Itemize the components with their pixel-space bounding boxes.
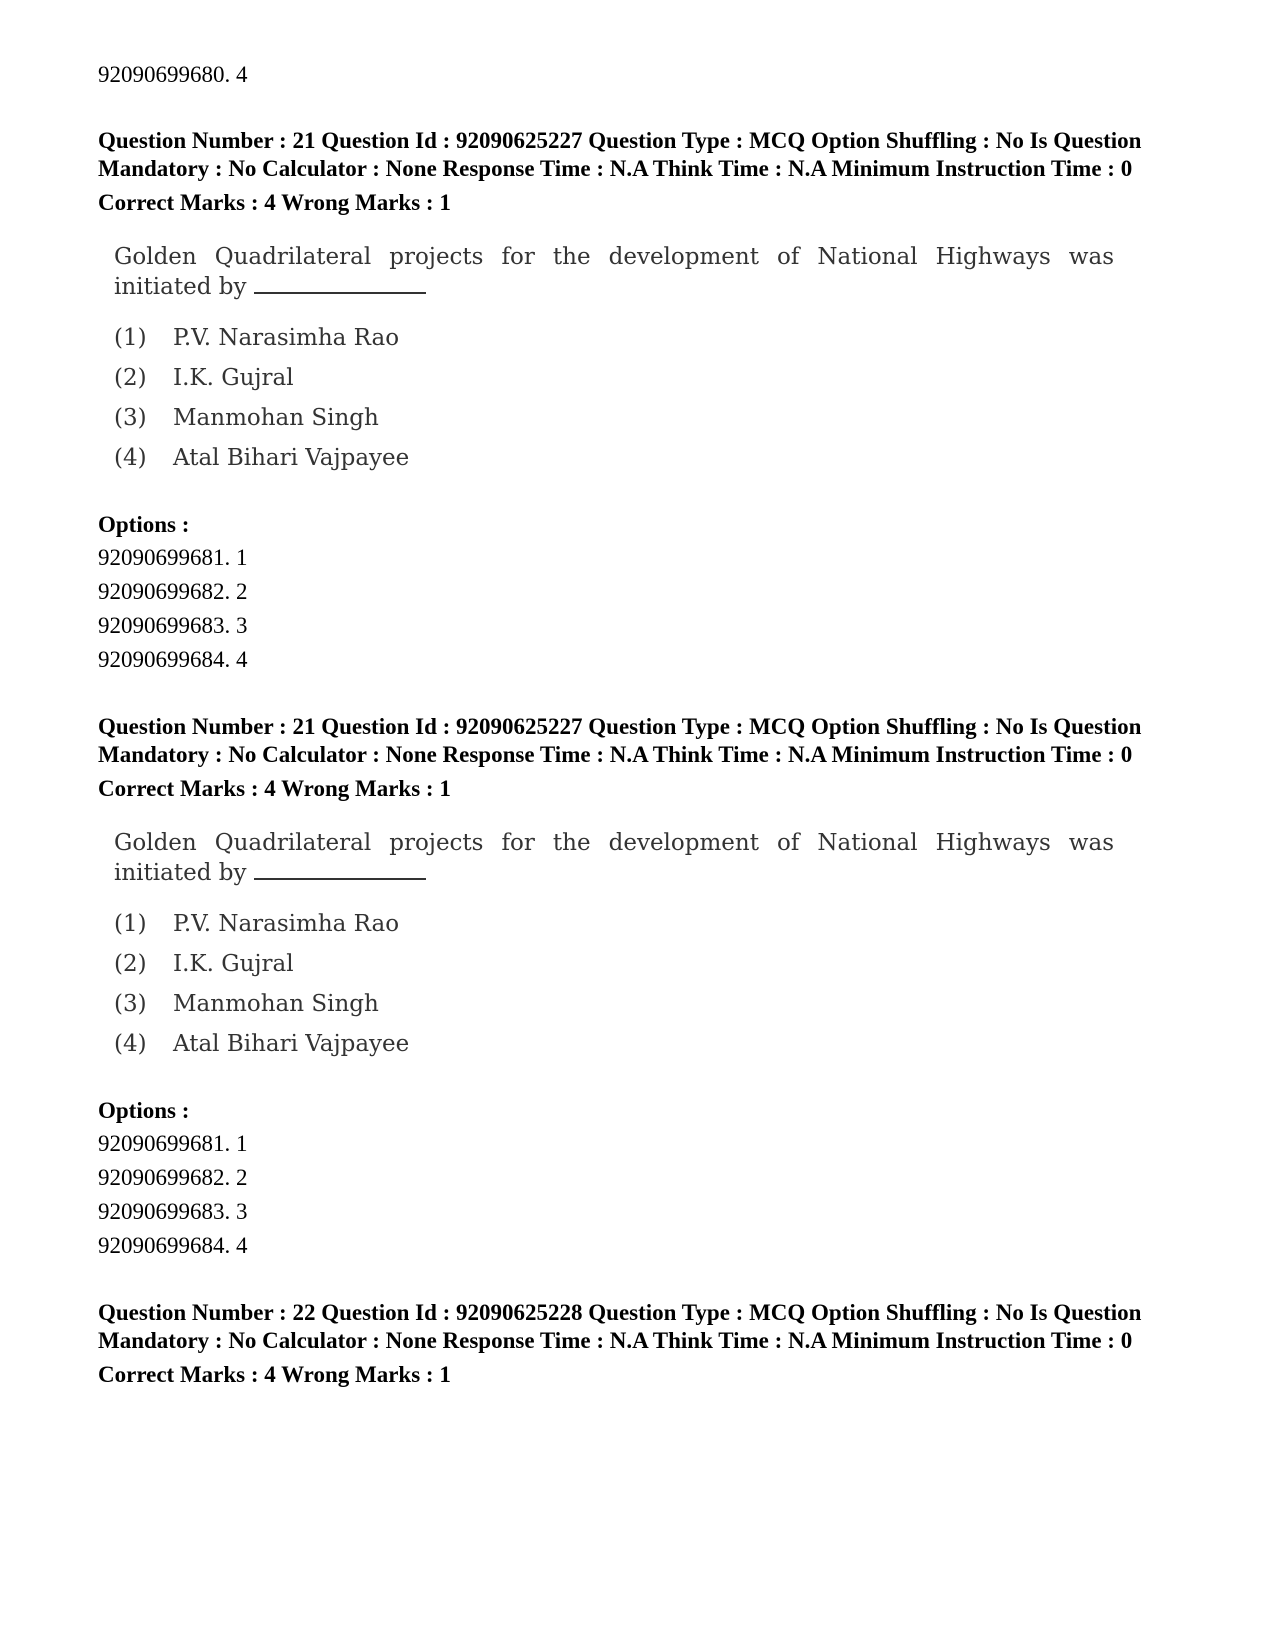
choice-item: [114, 358, 1114, 398]
question-text-image: [114, 828, 1114, 1064]
option-id-item: 92090699681. 1: [98, 545, 248, 570]
option-id-list: [98, 1127, 1158, 1263]
choice-text: P.V. Narasimha Rao: [173, 325, 400, 351]
choice-list: [114, 904, 1114, 1064]
question-stem: [114, 828, 1114, 888]
question-stem-line-2: initiated by: [114, 860, 247, 886]
choice-item: [114, 438, 1114, 478]
option-id-item: 92090699682. 2: [98, 1165, 248, 1190]
choice-text: Manmohan Singh: [173, 405, 379, 431]
question-stem-line-2: initiated by: [114, 274, 247, 300]
question-text-image: [114, 242, 1114, 478]
option-id-item: 92090699681. 1: [98, 1131, 248, 1156]
question-meta: Question Number : 22 Question Id : 92090625228 Question Type : MCQ Option Shuffling : No Is Question Mandatory : No Calculator : None Response Time : N.A Think Time : N.A Minimum Instruction Time : 0: [98, 1300, 1142, 1353]
option-id-item: 92090699683. 3: [98, 1199, 248, 1224]
choice-item: [114, 944, 1114, 984]
options-heading: Options :: [98, 1098, 190, 1123]
choice-number: (4): [114, 445, 147, 471]
question-marks: Correct Marks : 4 Wrong Marks : 1: [98, 190, 451, 215]
question-stem-line-1: Golden Quadrilateral projects for the development of National Highways was: [114, 244, 1114, 270]
choice-item: [114, 318, 1114, 358]
options-heading: Options :: [98, 512, 190, 537]
choice-number: (2): [114, 365, 147, 391]
option-id-item: 92090699682. 2: [98, 579, 248, 604]
choice-text: Atal Bihari Vajpayee: [173, 1031, 410, 1057]
choice-number: (1): [114, 911, 147, 937]
choice-item: [114, 984, 1114, 1024]
choice-text: I.K. Gujral: [173, 365, 294, 391]
choice-number: (4): [114, 1031, 147, 1057]
choice-text: Manmohan Singh: [173, 991, 379, 1017]
document-page: [98, 58, 1158, 1389]
option-id-item: 92090699684. 4: [98, 647, 248, 672]
choice-text: Atal Bihari Vajpayee: [173, 445, 410, 471]
question-marks: Correct Marks : 4 Wrong Marks : 1: [98, 776, 451, 801]
choice-number: (3): [114, 991, 147, 1017]
question-marks: Correct Marks : 4 Wrong Marks : 1: [98, 1362, 451, 1387]
answer-blank: [254, 858, 426, 880]
option-id-list: [98, 541, 1158, 677]
choice-list: [114, 318, 1114, 478]
question-meta: Question Number : 21 Question Id : 92090625227 Question Type : MCQ Option Shuffling : No Is Question Mandatory : No Calculator : None Response Time : N.A Think Time : N.A Minimum Instruction Time : 0: [98, 714, 1142, 767]
choice-number: (3): [114, 405, 147, 431]
question-block: [98, 713, 1158, 1263]
choice-item: [114, 1024, 1114, 1064]
choice-item: [114, 904, 1114, 944]
leading-option-line: 92090699680. 4: [98, 62, 248, 87]
answer-blank: [254, 272, 426, 294]
option-id-item: 92090699684. 4: [98, 1233, 248, 1258]
question-stem-line-1: Golden Quadrilateral projects for the development of National Highways was: [114, 830, 1114, 856]
choice-text: P.V. Narasimha Rao: [173, 911, 400, 937]
choice-number: (2): [114, 951, 147, 977]
question-stem: [114, 242, 1114, 302]
choice-text: I.K. Gujral: [173, 951, 294, 977]
question-meta: Question Number : 21 Question Id : 92090625227 Question Type : MCQ Option Shuffling : No Is Question Mandatory : No Calculator : None Response Time : N.A Think Time : N.A Minimum Instruction Time : 0: [98, 128, 1142, 181]
choice-item: [114, 398, 1114, 438]
option-id-item: 92090699683. 3: [98, 613, 248, 638]
choice-number: (1): [114, 325, 147, 351]
question-block: [98, 127, 1158, 677]
question-block: [98, 1299, 1158, 1389]
